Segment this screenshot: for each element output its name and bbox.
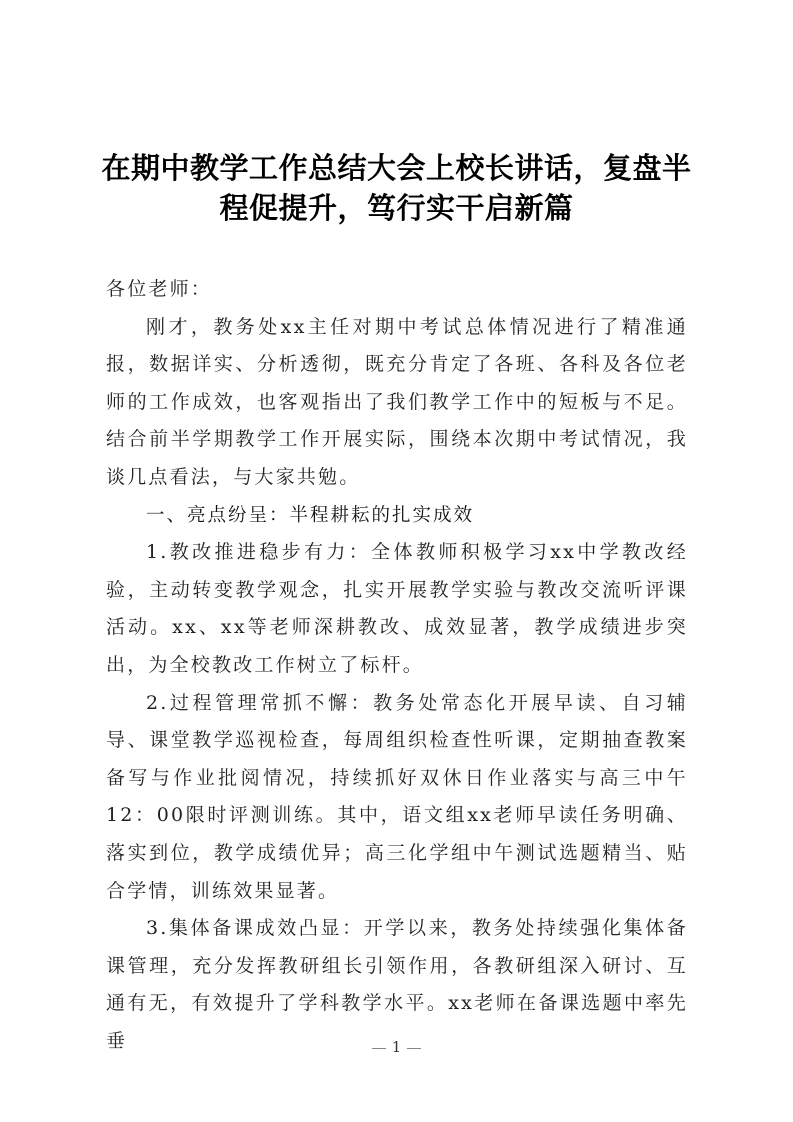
document-title: 在期中教学工作总结大会上校长讲话，复盘半程促提升，笃行实干启新篇 xyxy=(101,151,692,225)
footer-dash-left xyxy=(372,1048,386,1049)
salutation: 各位老师： xyxy=(106,278,213,300)
paragraph-point-3: 3.集体备课成效凸显：开学以来，教务处持续强化集体备课管理，充分发挥教研组长引领作用，各教研组深入研讨、互通有无，有效提升了学科教学水平。xx老师在备课选题中率先垂 xyxy=(106,917,688,1052)
paragraph-point-1: 1.教改推进稳步有力：全体教师积极学习xx中学教改经验，主动转变教学观念，扎实开展教学实验与教改交流听评课活动。xx、xx等老师深耕教改、成效显著，教学成绩进步突出，为全校教改工作树立了标杆。 xyxy=(106,541,688,676)
section-heading-1: 一、亮点纷呈：半程耕耘的扎实成效 xyxy=(146,504,475,526)
paragraph-intro: 刚才，教务处xx主任对期中考试总体情况进行了精准通报，数据详实、分析透彻，既充分肯定了各班、各科及各位老师的工作成效，也客观指出了我们教学工作中的短板与不足。结合前半学期教学工作开展实际，围绕本次期中考试情况，我谈几点看法，与大家共勉。 xyxy=(106,315,688,488)
document-body xyxy=(106,271,688,1060)
footer-dash-right xyxy=(407,1048,421,1049)
paragraph-point-2: 2.过程管理常抓不懈：教务处常态化开展早读、自习辅导、课堂教学巡视检查，每周组织检查性听课，定期抽查教案备写与作业批阅情况，持续抓好双休日作业落实与高三中午12：00限时评测训练。其中，语文组xx老师早读任务明确、落实到位，教学成绩优异；高三化学组中午测试选题精当、贴合学情，训练效果显著。 xyxy=(106,691,688,902)
page-footer xyxy=(0,1038,793,1056)
page-number: 1 xyxy=(391,1038,402,1056)
